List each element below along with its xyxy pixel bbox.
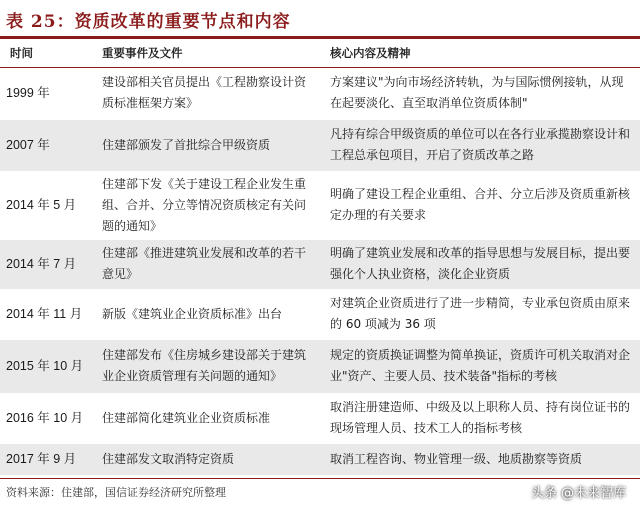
source-note: 资料来源：住建部，国信证券经济研究所整理 (6, 486, 226, 499)
row-content: 凡持有综合甲级资质的单位可以在各行业承揽勘察设计和工程总承包项目，开启了资质改革之路 (318, 119, 640, 171)
row-year: 2014 年 5 月 (6, 197, 77, 212)
row-year: 2015 年 10 月 (0, 339, 92, 393)
row-content: 明确了建筑业发展和改革的指导思想与发展目标，提出要强化个人执业资格，淡化企业资质 (318, 239, 640, 289)
title-divider (0, 36, 640, 39)
row-content: 规定的资质换证调整为简单换证，资质许可机关取消对企业"资产、主要人员、技术装备"指标的考核 (318, 339, 640, 393)
row-content: 明确了建设工程企业重组、合并、分立后涉及资质重新核定办理的有关要求 (330, 187, 631, 222)
table-row (0, 171, 640, 239)
table-title-bar (6, 4, 291, 34)
row-year: 2017 年 9 月 (0, 443, 92, 475)
reform-table (0, 40, 640, 476)
row-event: 住建部颁发了首批综合甲级资质 (92, 119, 318, 171)
column-header-content: 核心内容及精神 (330, 46, 411, 61)
row-year: 2014 年 7 月 (0, 239, 92, 289)
watermark: 头条 @未来智库 (530, 486, 626, 501)
row-year: 1999 年 (6, 85, 50, 100)
table-row (0, 443, 640, 475)
row-event: 住建部《推进建筑业发展和改革的若干意见》 (92, 239, 318, 289)
table-title: 表 25：资质改革的重要节点和内容 (6, 11, 291, 32)
row-event: 住建部简化建筑业企业资质标准 (102, 410, 271, 425)
row-event: 住建部发布《住房城乡建设部关于建筑业企业资质管理有关问题的通知》 (92, 339, 318, 393)
row-year: 2014 年 11 月 (6, 306, 83, 321)
column-header-time: 时间 (10, 46, 33, 61)
row-event: 新版《建筑业企业资质标准》出台 (102, 306, 283, 321)
table-row (0, 119, 640, 171)
row-content: 对建筑企业资质进行了进一步精简，专业承包资质由原来的 60 项减为 36 项 (330, 296, 631, 331)
table-bottom-divider (0, 478, 640, 479)
row-year: 2016 年 10 月 (6, 410, 84, 425)
row-event: 建设部相关官员提出《工程勘察设计资质标准框架方案》 (102, 75, 307, 110)
row-year: 2007 年 (0, 119, 92, 171)
row-content: 取消注册建造师、中级及以上职称人员、持有岗位证书的现场管理人员、技术工人的指标考核 (330, 400, 631, 435)
row-event: 住建部发文取消特定资质 (92, 443, 318, 475)
table-header-row (0, 40, 640, 67)
table-row (0, 289, 640, 339)
table-row (0, 239, 640, 289)
table-row (0, 393, 640, 443)
table-row (0, 67, 640, 119)
column-header-event: 重要事件及文件 (102, 46, 183, 61)
row-event: 住建部下发《关于建设工程企业发生重组、合并、分立等情况资质核定有关问题的通知》 (102, 176, 307, 233)
table-row (0, 339, 640, 393)
row-content: 取消工程咨询、物业管理一级、地质勘察等资质 (318, 443, 640, 475)
row-content: 方案建议"为向市场经济转轨，为与国际惯例接轨，从现在起要淡化、直至取消单位资质体制" (330, 75, 624, 110)
